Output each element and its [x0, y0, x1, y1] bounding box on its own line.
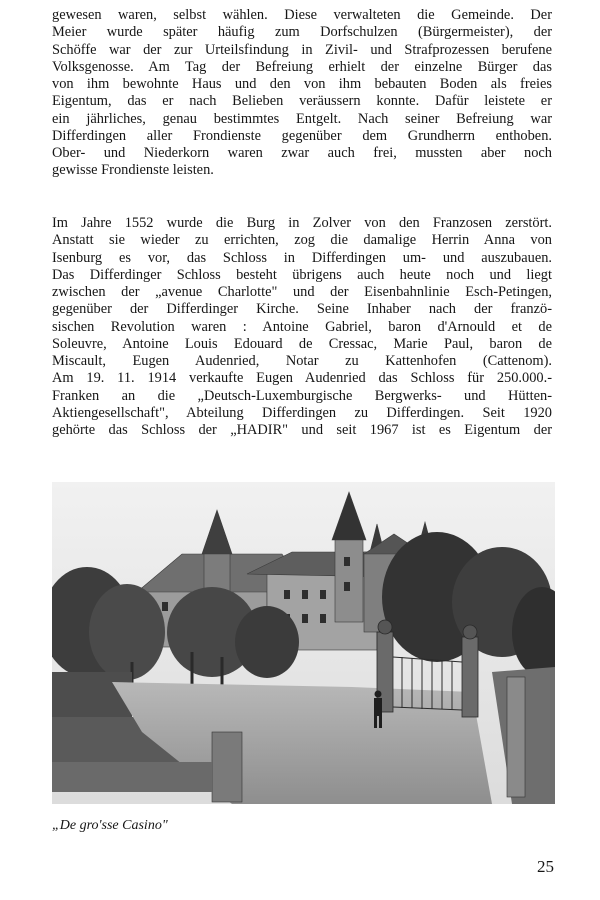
- castle-photograph: [52, 482, 555, 804]
- text-line: Soleuvre, Antoine Louis Edouard de Cressac, Marie Paul, baron de: [52, 335, 552, 352]
- text-line: gehörte das Schloss der „HADIR" und seit 1967 ist es Eigentum der: [52, 422, 552, 438]
- text-line: Franken an die „Deutsch-Luxemburgische Bergwerks- und Hütten-: [52, 387, 552, 404]
- text-line: Am 19. 11. 1914 verkaufte Eugen Audenried das Schloss für 250.000.-: [52, 370, 552, 387]
- text-line: gewesen waren, selbst wählen. Diese verwalteten die Gemeinde. Der: [52, 7, 552, 23]
- photo-caption: „De gro'sse Casino": [52, 818, 168, 833]
- text-line: Anstatt sie wieder zu errichten, zog die damalige Herrin Anna von: [52, 232, 552, 249]
- text-line: Miscault, Eugen Audenried, Notar zu Kattenhofen (Cattenom).: [52, 353, 552, 369]
- text-line: gewisse Frondienste leisten.: [52, 162, 214, 179]
- text-line: Ober- und Niederkorn waren zwar auch frei, mussten aber noch: [52, 145, 552, 161]
- text-line: gegenüber der Differdinger Kirche. Seine Inhaber nach der franzö-: [52, 301, 552, 318]
- text-line: Im Jahre 1552 wurde die Burg in Zolver von den Franzosen zerstört.: [52, 215, 552, 231]
- text-line: Aktiengesellschaft", Abteilung Differdingen zu Differdingen. Seit 1920: [52, 404, 552, 421]
- text-line: Isenburg es vor, das Schloss in Differdingen um- und auszubauen.: [52, 249, 552, 266]
- paragraph-2: [52, 215, 552, 439]
- text-line: zwischen der „avenue Charlotte" und der Eisenbahnlinie Esch-Petingen,: [52, 284, 552, 300]
- paragraph-1: [52, 7, 552, 180]
- text-line: Meier wurde später häufig zum Dorfschulzen (Bürgermeister), der: [52, 24, 552, 41]
- text-line: Schöffe war der zur Urteilsfindung in Zivil- und Strafprozessen berufene: [52, 41, 552, 58]
- text-line: Differdingen aller Frondienste gegenüber dem Grundherrn enthoben.: [52, 127, 552, 144]
- page-number: 25: [537, 857, 554, 876]
- text-line: Das Differdinger Schloss besteht übrigens auch heute noch und liegt: [52, 266, 552, 283]
- text-line: von ihm bewohnte Haus und den von ihm bebauten Boden als freies: [52, 76, 552, 92]
- text-line: ein jährliches, genau bestimmtes Entgelt. Nach seiner Befreiung war: [52, 110, 552, 127]
- text-line: sischen Revolution waren : Antoine Gabriel, baron d'Arnould et de: [52, 318, 552, 335]
- text-line: Eigentum, das er nach Belieben veräussern konnte. Dafür leistete er: [52, 93, 552, 110]
- text-line: Volksgenosse. Am Tag der Befreiung erhielt der einzelne Bürger das: [52, 58, 552, 75]
